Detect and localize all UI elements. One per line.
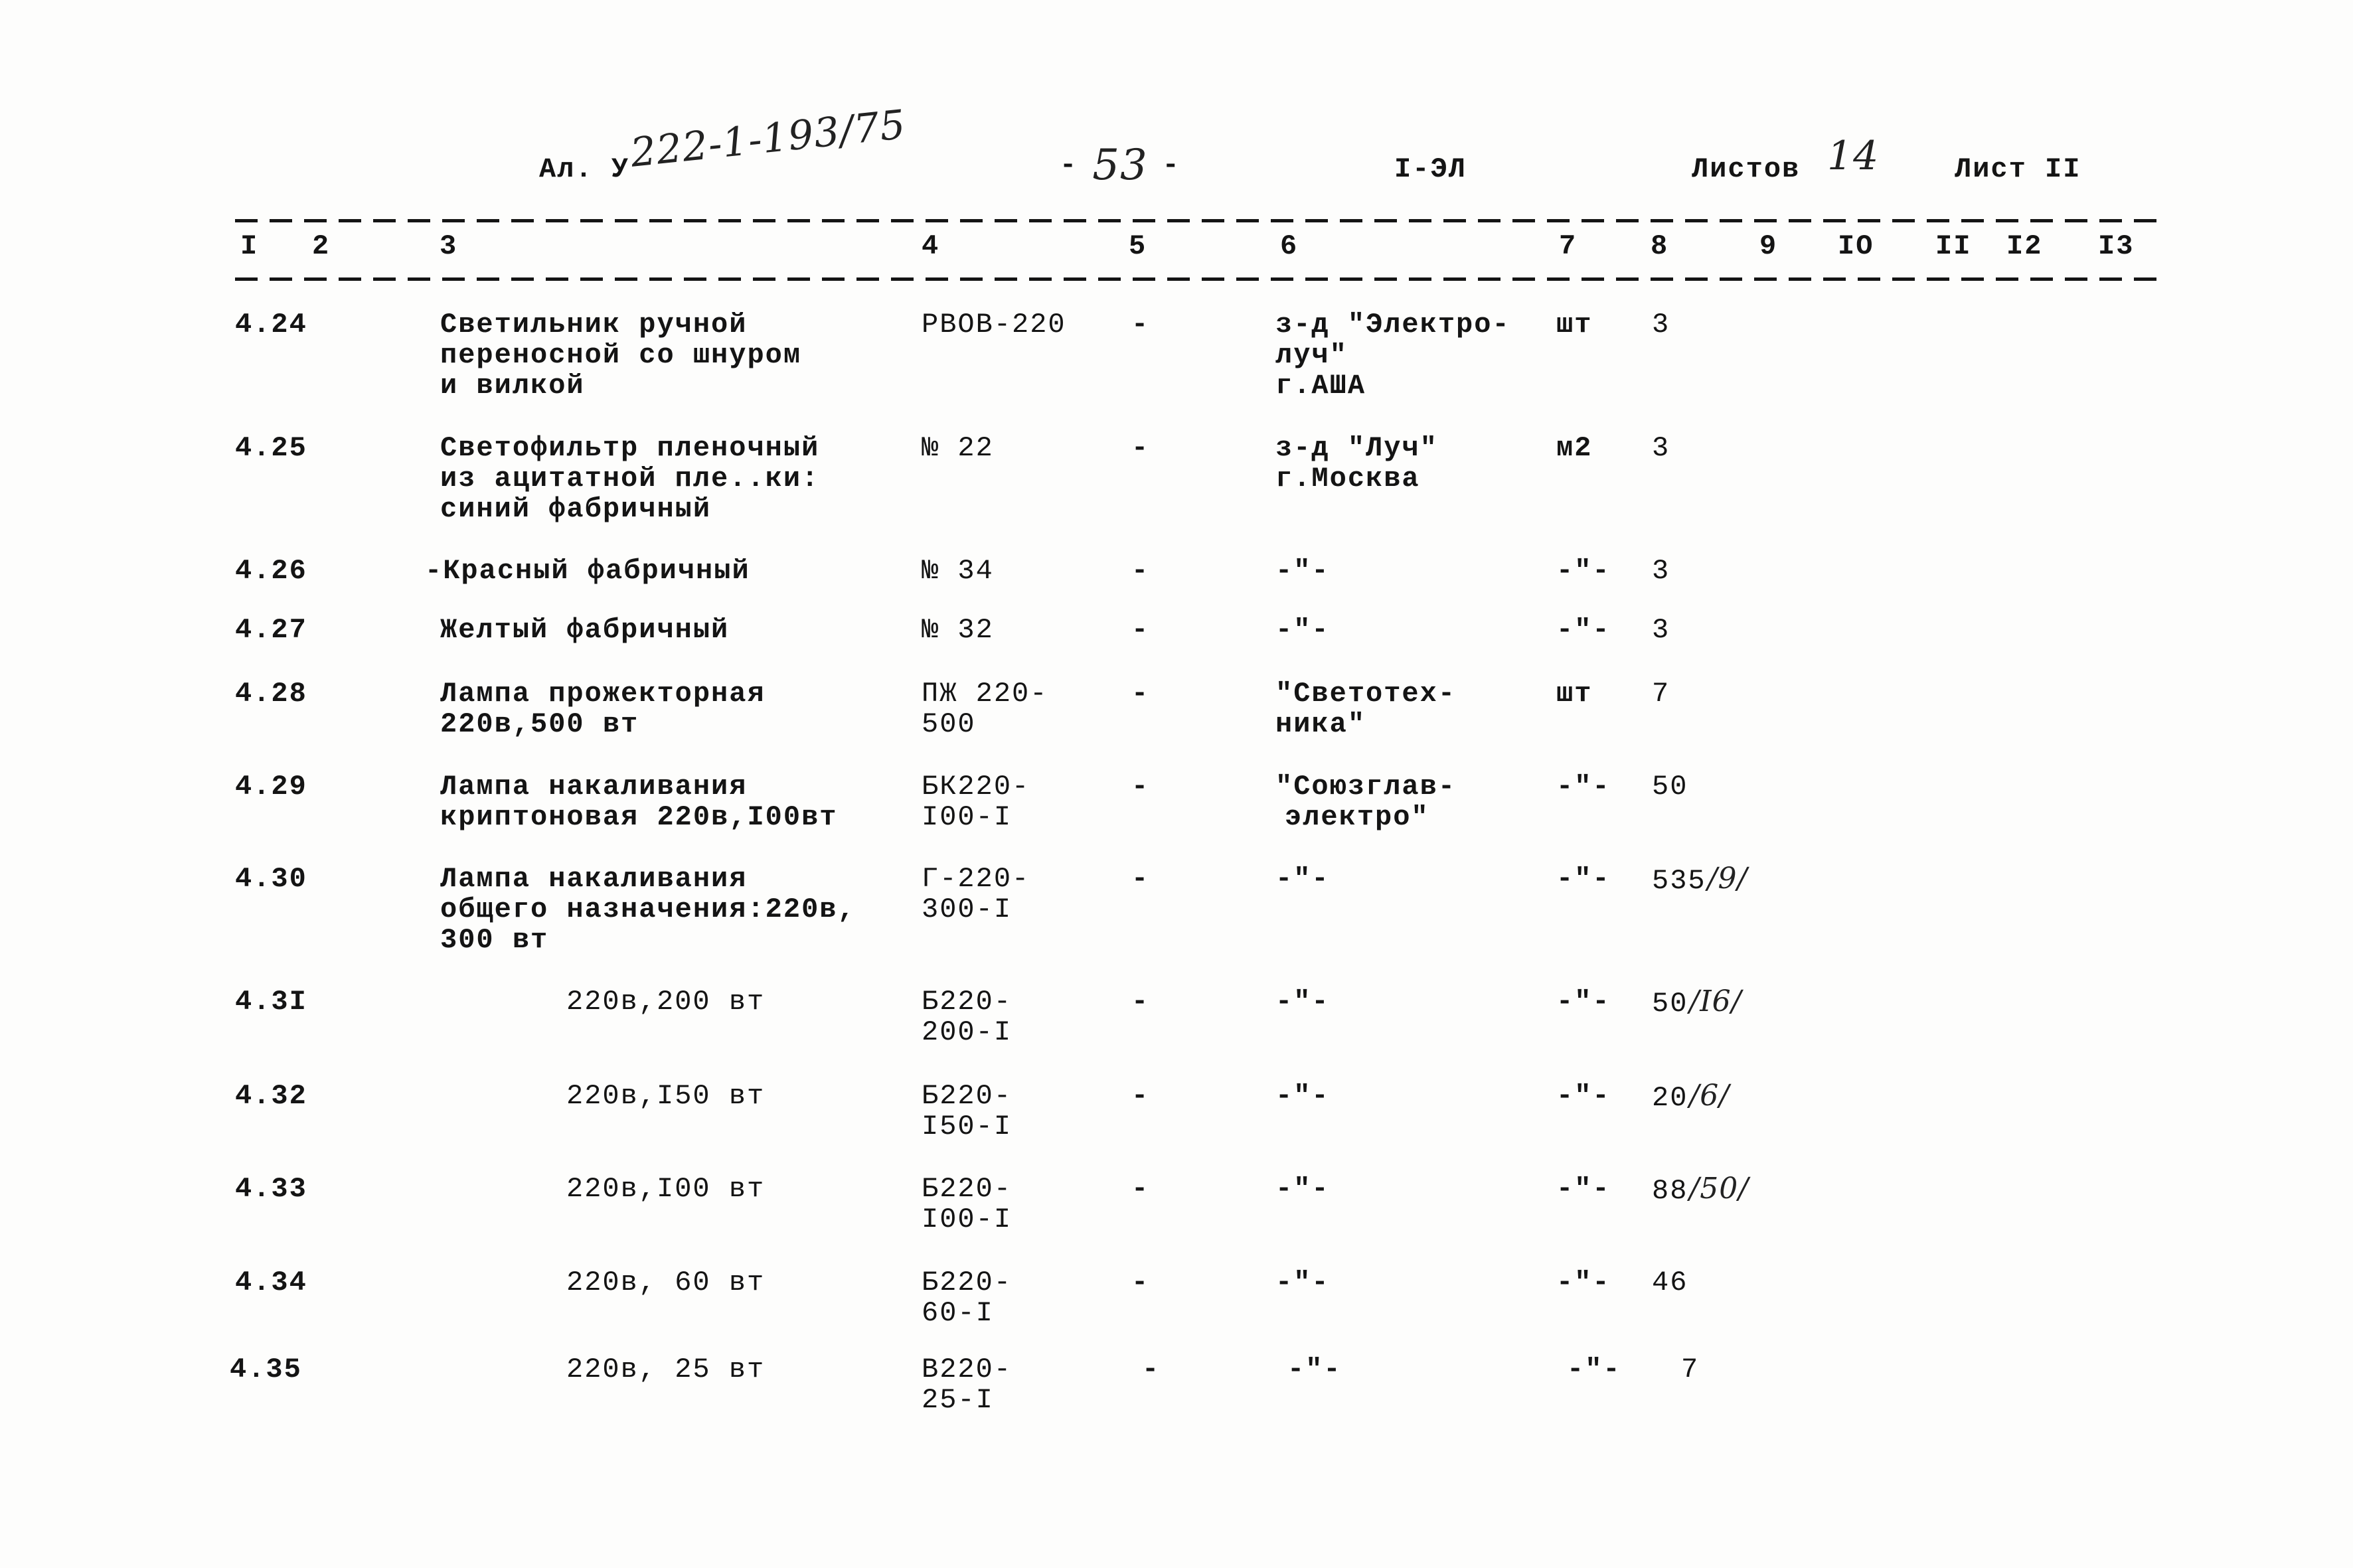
quantity-value: 535 [1652, 865, 1706, 897]
column-header: 4 [922, 230, 940, 262]
page-number [1060, 142, 1180, 189]
manufacturer-line: з-д "Луч" [1275, 432, 1438, 464]
quantity: 3 [1652, 555, 1670, 587]
item-code [922, 986, 1012, 1048]
item-name-line: 220в, 60 вт [566, 1267, 766, 1298]
column-header: 6 [1280, 230, 1299, 262]
sheets-total-label: Листов [1692, 153, 1801, 185]
item-code-line: Б220- [922, 986, 1013, 1018]
page-number-dash-right: - [1162, 149, 1180, 181]
item-code [922, 433, 994, 463]
column-header: 7 [1559, 230, 1578, 262]
item-name-line: Лампа накаливания [440, 863, 748, 895]
item-code [922, 1354, 1012, 1415]
item-name [566, 1267, 765, 1298]
item-number: 4.24 [235, 309, 307, 341]
quantity-value: 88 [1652, 1175, 1688, 1207]
item-code-line: I00-I [922, 1204, 1013, 1235]
manufacturer-line: "Союзглав- [1275, 771, 1457, 803]
table-row [0, 309, 2353, 402]
manufacturer [1275, 1174, 1330, 1204]
column-header: 5 [1129, 230, 1147, 262]
item-name-line: и вилкой [440, 370, 585, 402]
item-name-line: 300 вт [440, 924, 549, 956]
item-code-line: Б220- [922, 1080, 1013, 1112]
manufacturer-line: -"- [1275, 863, 1330, 895]
item-code-line: РВОВ-220 [922, 309, 1066, 341]
manufacturer-line: -"- [1275, 555, 1330, 587]
item-code-line: В220- [922, 1354, 1013, 1385]
item-number: 4.25 [235, 432, 307, 464]
item-name-line: 220в,200 вт [566, 986, 766, 1018]
manufacturer-line: -"- [1275, 1173, 1330, 1205]
manufacturer [1287, 1354, 1342, 1385]
sheet-number-label: Лист II [1955, 153, 2081, 185]
manufacturer-line: -"- [1275, 986, 1330, 1018]
table-row [0, 862, 2353, 956]
manufacturer-line: -"- [1275, 614, 1330, 646]
quantity: 3 [1652, 432, 1670, 464]
item-number: 4.35 [230, 1354, 302, 1385]
item-code [922, 1081, 1012, 1142]
item-name [440, 309, 801, 401]
manufacturer [1275, 1267, 1330, 1298]
quantity [1652, 1174, 1749, 1206]
item-code [922, 678, 1048, 740]
item-code-line: Г-220- [922, 863, 1030, 895]
item-code-line: I50-I [922, 1111, 1013, 1142]
column-header: I [240, 230, 259, 262]
item-name [566, 1174, 765, 1204]
item-name-line: Светофильтр пленочный [440, 432, 820, 464]
item-code [922, 1267, 1012, 1328]
item-code-line: 300-I [922, 894, 1013, 925]
item-code-line: № 32 [922, 614, 994, 646]
item-code-line: 500 [922, 708, 976, 740]
item-name-line: Желтый фабричный [440, 614, 730, 646]
quantity: 7 [1652, 678, 1670, 710]
item-number: 4.34 [235, 1267, 307, 1298]
item-name [566, 986, 765, 1017]
dashed-rule-bottom [235, 277, 2164, 281]
item-name-line: 220в,I00 вт [566, 1173, 766, 1205]
manufacturer [1275, 678, 1456, 740]
quantity: 3 [1652, 614, 1670, 646]
manufacturer [1275, 986, 1330, 1017]
item-code-line: Б220- [922, 1173, 1013, 1205]
col5-value: - [1131, 1267, 1150, 1298]
col5-value: - [1131, 309, 1150, 341]
item-name [440, 864, 856, 955]
item-code [922, 864, 1030, 925]
manufacturer-line: -"- [1275, 1267, 1330, 1298]
unit: -"- [1556, 863, 1611, 895]
quantity-correction-handwritten: /6/ [1689, 1079, 1730, 1113]
quantity-value: 20 [1652, 1082, 1688, 1114]
item-name-line: из ацитатной пле..ки: [440, 463, 820, 495]
manufacturer [1275, 1081, 1330, 1111]
col5-value: - [1142, 1354, 1161, 1385]
manufacturer-line: ника" [1275, 708, 1366, 740]
item-name-line: Лампа прожекторная [440, 678, 766, 710]
item-code-line: № 34 [922, 555, 994, 587]
item-code-line: Б220- [922, 1267, 1013, 1298]
doc-code: I-ЭЛ [1394, 153, 1467, 185]
table-row [0, 1354, 2353, 1416]
item-code-line: 200-I [922, 1016, 1013, 1048]
manufacturer [1275, 309, 1510, 401]
page-number-dash-left: - [1060, 149, 1078, 181]
item-name-line: переносной со шнуром [440, 339, 802, 371]
item-name-line: криптоновая 220в,I00вт [440, 801, 838, 833]
table-row [0, 555, 2353, 587]
manufacturer-line: "Светотех- [1275, 678, 1457, 710]
item-name-line: -Красный фабричный [425, 555, 750, 587]
manufacturer-line: -"- [1287, 1354, 1342, 1385]
unit: -"- [1556, 986, 1611, 1018]
col5-value: - [1131, 1080, 1150, 1112]
unit: -"- [1556, 1173, 1611, 1205]
table-row [0, 984, 2353, 1048]
quantity [1652, 986, 1742, 1019]
page-number-value: 53 [1092, 141, 1148, 190]
manufacturer-line: -"- [1275, 1080, 1330, 1112]
item-number: 4.33 [235, 1173, 307, 1205]
item-name-line: 220в,500 вт [440, 708, 639, 740]
item-code [922, 556, 994, 586]
item-name-line: синий фабричный [440, 493, 712, 525]
column-header: 9 [1759, 230, 1778, 262]
unit: -"- [1567, 1354, 1621, 1385]
table-row [0, 771, 2353, 833]
column-header: II [1935, 230, 1972, 262]
item-name-line: Лампа накаливания [440, 771, 748, 803]
column-header: 2 [312, 230, 331, 262]
item-name-line: 220в,I50 вт [566, 1080, 766, 1112]
unit: м2 [1556, 432, 1593, 464]
item-name-line: Светильник ручной [440, 309, 748, 341]
unit: -"- [1556, 614, 1611, 646]
manufacturer [1275, 433, 1438, 494]
column-header: I2 [2006, 230, 2043, 262]
item-number: 4.27 [235, 614, 307, 646]
item-code [922, 1174, 1012, 1235]
col5-value: - [1131, 614, 1150, 646]
col5-value: - [1131, 771, 1150, 803]
manufacturer [1275, 864, 1330, 894]
quantity: 7 [1681, 1354, 1700, 1385]
item-code-line: I00-I [922, 801, 1013, 833]
item-number: 4.32 [235, 1080, 307, 1112]
item-code-line: БК220- [922, 771, 1030, 803]
item-code [922, 309, 1066, 340]
col5-value: - [1131, 555, 1150, 587]
column-header: IO [1838, 230, 1874, 262]
col5-value: - [1131, 1173, 1150, 1205]
item-name [425, 556, 750, 586]
manufacturer [1275, 615, 1330, 645]
quantity-correction-handwritten: /I6/ [1689, 984, 1742, 1018]
table-row [0, 1267, 2353, 1329]
column-header: 8 [1651, 230, 1669, 262]
quantity [1652, 1081, 1730, 1113]
quantity [1652, 864, 1747, 896]
item-number: 4.26 [235, 555, 307, 587]
item-name [566, 1354, 765, 1385]
item-name [440, 678, 766, 740]
unit: шт [1556, 309, 1593, 341]
item-code-line: ПЖ 220- [922, 678, 1048, 710]
unit: шт [1556, 678, 1593, 710]
column-header: I3 [2098, 230, 2135, 262]
manufacturer [1275, 771, 1456, 832]
sheets-total-handwritten: 14 [1827, 133, 1880, 179]
item-code [922, 771, 1030, 832]
item-number: 4.3I [235, 986, 307, 1018]
quantity: 3 [1652, 309, 1670, 341]
unit: -"- [1556, 1080, 1611, 1112]
item-name [440, 433, 819, 524]
item-number: 4.30 [235, 863, 307, 895]
item-name [566, 1081, 765, 1111]
table-row [0, 678, 2353, 740]
quantity: 46 [1652, 1267, 1688, 1298]
manufacturer [1275, 556, 1330, 586]
ref-number-handwritten: 222-1-193/75 [628, 101, 908, 177]
table-row [0, 614, 2353, 646]
quantity-correction-handwritten: /9/ [1707, 862, 1748, 896]
col5-value: - [1131, 863, 1150, 895]
dashed-rule-top [235, 219, 2164, 222]
item-name-line: 220в, 25 вт [566, 1354, 766, 1385]
item-code-line: 60-I [922, 1297, 994, 1329]
unit: -"- [1556, 1267, 1611, 1298]
manufacturer-line: з-д "Электро- [1275, 309, 1510, 341]
manufacturer-line: луч" [1275, 339, 1348, 371]
item-code [922, 615, 994, 645]
quantity-value: 50 [1652, 988, 1688, 1020]
table-row [0, 432, 2353, 525]
item-name-line: общего назначения:220в, [440, 894, 856, 925]
item-number: 4.29 [235, 771, 307, 803]
ref-prefix: Ал. У [539, 153, 630, 185]
table-row [0, 1172, 2353, 1235]
manufacturer-line: электро" [1285, 801, 1429, 833]
manufacturer-line: г.Москва [1275, 463, 1420, 495]
unit: -"- [1556, 555, 1611, 587]
quantity-correction-handwritten: /50/ [1689, 1172, 1749, 1206]
item-code-line: № 22 [922, 432, 994, 464]
item-code-line: 25-I [922, 1384, 994, 1416]
table-row [0, 1079, 2353, 1142]
col5-value: - [1131, 432, 1150, 464]
manufacturer-line: г.АША [1275, 370, 1366, 402]
unit: -"- [1556, 771, 1611, 803]
col5-value: - [1131, 986, 1150, 1018]
quantity: 50 [1652, 771, 1688, 803]
col5-value: - [1131, 678, 1150, 710]
item-name [440, 771, 838, 832]
column-header: 3 [440, 230, 458, 262]
item-name [440, 615, 729, 645]
item-number: 4.28 [235, 678, 307, 710]
